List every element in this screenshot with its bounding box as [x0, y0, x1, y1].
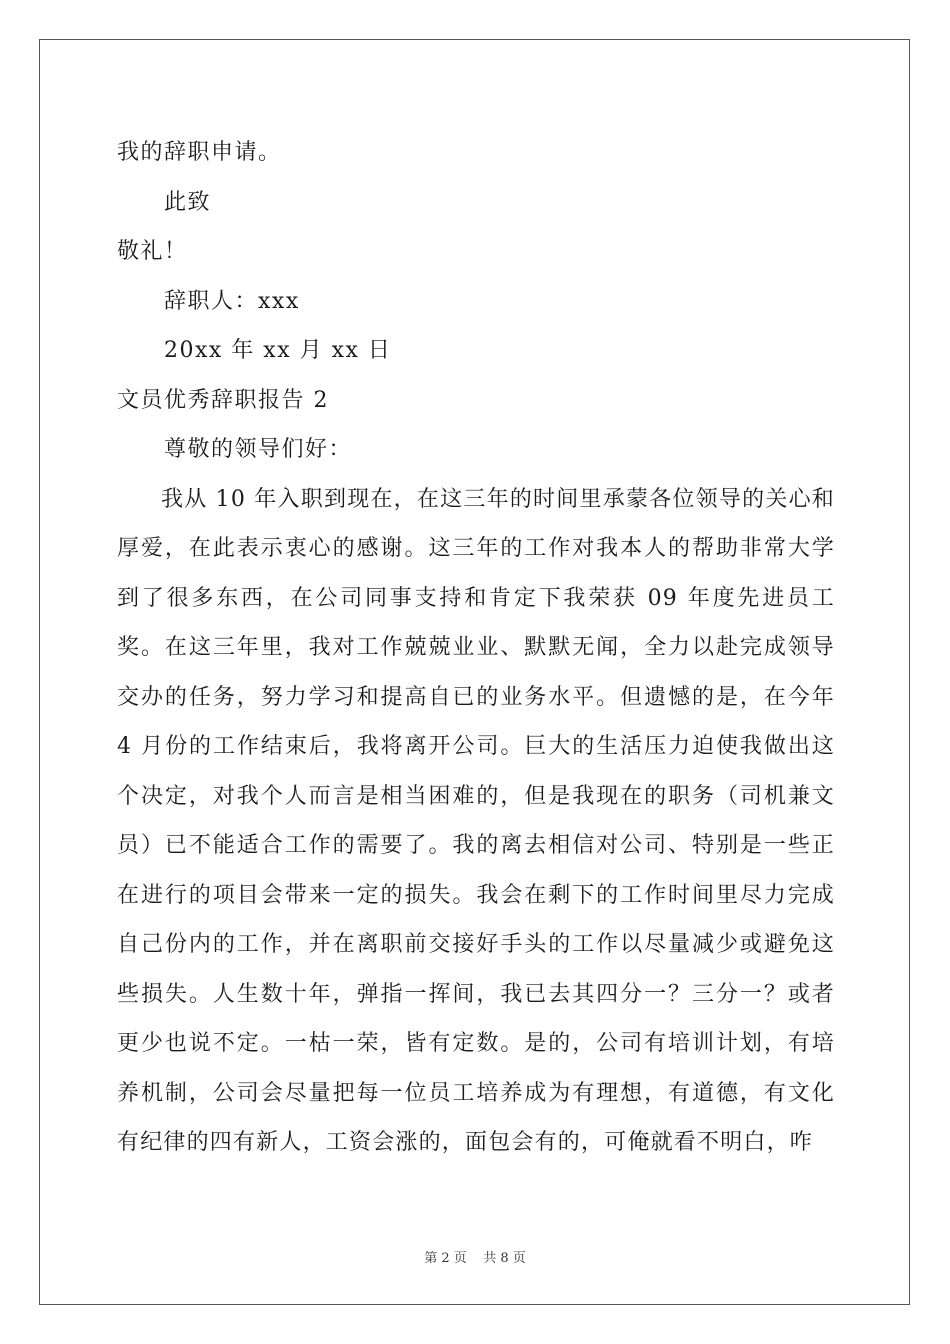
section-title: 文员优秀辞职报告 2 [117, 387, 329, 413]
closing-salutation: 此致 [164, 189, 212, 215]
body-paragraph: 我从 10 年入职到现在，在这三年的时间里承蒙各位领导的关心和厚爱，在此表示衷心的感谢。这三年的工作对我本人的帮助非常大学到了很多东西，在公司同事支持和肯定下我荣获 09 年度先进员工奖。在这三年里，我对工作兢兢业业、默默无闻，全力以赴完成领导交办的任务，努力学习和提高自已的业务水平。但遗憾的是，在今年 4 月份的工作结束后，我将离开公司。巨大的生活压力迫使我做出这个决定，对我个人而言是相当困难的，但是我现在的职务（司机兼文员）已不能适合工作的需要了。我的离去相信对公司、特别是一些正在进行的项目会带来一定的损失。我会在剩下的工作时间里尽力完成自己份内的工作，并在离职前交接好手头的工作以尽量减少或避免这些损失。人生数十年，弹指一挥间，我已去其四分一？三分一？或者更少也说不定。一枯一荣，皆有定数。是的，公司有培训计划，有培养机制，公司会尽量把每一位员工培养成为有理想，有道德，有文化有纪律的四有新人，工资会涨的，面包会有的，可俺就看不明白，咋 [117, 486, 835, 1155]
page-number-footer: 第 2 页 共 8 页 [424, 1251, 526, 1266]
text-line: 我的辞职申请。 [117, 140, 282, 165]
closing-regards: 敬礼！ [117, 239, 188, 264]
greeting-line: 尊敬的领导们好： [164, 437, 353, 462]
document-body [117, 128, 837, 1168]
date-line: 20xx 年 xx 月 xx 日 [164, 338, 392, 363]
signature-line: 辞职人：xxx [164, 288, 300, 314]
